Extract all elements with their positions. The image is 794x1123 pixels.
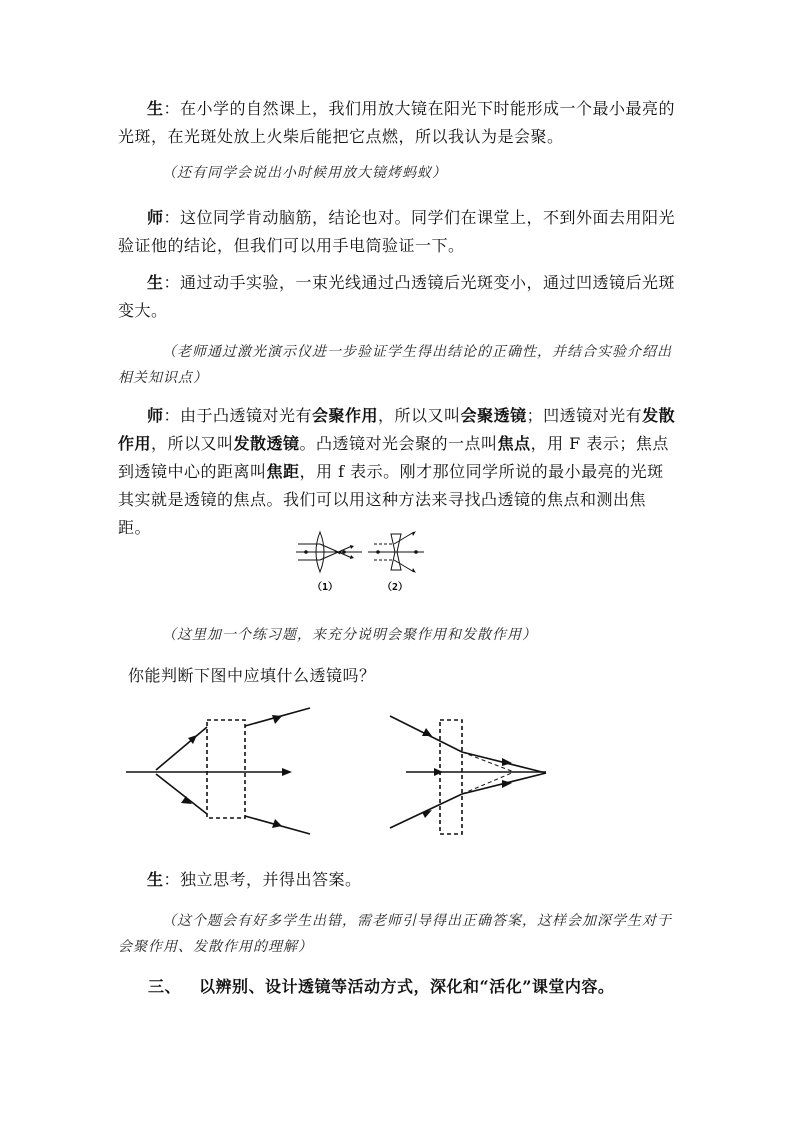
teacher-note-1: （还有同学会说出小时候用放大镜烤蚂蚁） [162,165,447,181]
teacher-note-2: （老师通过激光演示仪进一步验证学生得出结论的正确性，并结合实验介绍出相关知识点） [118,344,672,386]
text-run: ：由于凸透镜对光有 [163,406,313,425]
paragraph-text: ：这位同学肯动脑筋，结论也对。同学们在课堂上，不到外面去用阳光验证他的结论，但我们可以用手电筒验证一下。 [118,208,676,255]
figure-caption-right: （2） [382,582,409,593]
unknown-lens-box [207,720,245,818]
lens-figure-1 [290,528,430,598]
term-focal-length: 焦距 [266,462,300,481]
text-run: ；凹透镜对光有 [526,406,643,425]
paragraph-student-3 [118,866,678,894]
teacher-note-3: （这里加一个练习题，来充分说明会聚作用和发散作用） [162,627,537,643]
text-run: ，所以又叫 [151,434,234,453]
term-converging-effect: 会聚作用 [312,406,379,425]
text-run: ，所以又叫 [378,406,461,425]
paragraph-text: ：通过动手实验，一束光线通过凸透镜后光斑变小，通过凹透镜后光斑变大。 [118,273,676,320]
question-text: 你能判断下图中应填什么透镜吗？ [128,666,376,685]
lens-exercise-figure-left [120,700,320,850]
speaker-label: 生 [147,99,164,118]
text-run: ，用 f 表示。刚才那位同学所说的最小最亮的光斑其实就是透镜的焦点。我们可以用这种方法来寻找凸透镜的焦点和测出焦距。 [118,462,664,537]
paragraph-student-2 [118,269,678,325]
term-converging-lens: 会聚透镜 [460,406,527,425]
unknown-lens-box [440,720,462,834]
term-focal-point: 焦点 [497,434,531,453]
speaker-label: 师 [147,208,164,227]
text-run: ，用 F 表示；焦点到透镜中心的距离叫 [118,434,669,481]
speaker-label: 生 [147,870,164,889]
paragraph-text: ：独立思考，并得出答案。 [163,870,362,889]
figure-caption-left: （1） [312,582,339,593]
paragraph-teacher-1 [118,204,678,260]
text-run: 。凸透镜对光会聚的一点叫 [299,434,498,453]
section-heading [148,974,614,997]
section-number: 三、 [148,977,182,996]
lens-exercise-figure-right [380,700,560,850]
paragraph-student-1 [118,95,678,151]
teacher-note-4: （这个题会有好多学生出错，需老师引导得出正确答案，这样会加深学生对于会聚作用、发散作用的理解） [118,913,672,955]
speaker-label: 师 [147,406,164,425]
term-diverging-lens: 发散透镜 [233,434,300,453]
section-title: 以辨别、设计透镜等活动方式，深化和“活化”课堂内容。 [199,977,615,996]
paragraph-text: ：在小学的自然课上，我们用放大镜在阳光下时能形成一个最小最亮的光斑，在光斑处放上火柴后能把它点燃，所以我认为是会聚。 [118,99,676,146]
paragraph-teacher-2 [118,402,678,542]
speaker-label: 生 [147,273,164,292]
term-diverging-effect: 发散作用 [118,406,676,453]
